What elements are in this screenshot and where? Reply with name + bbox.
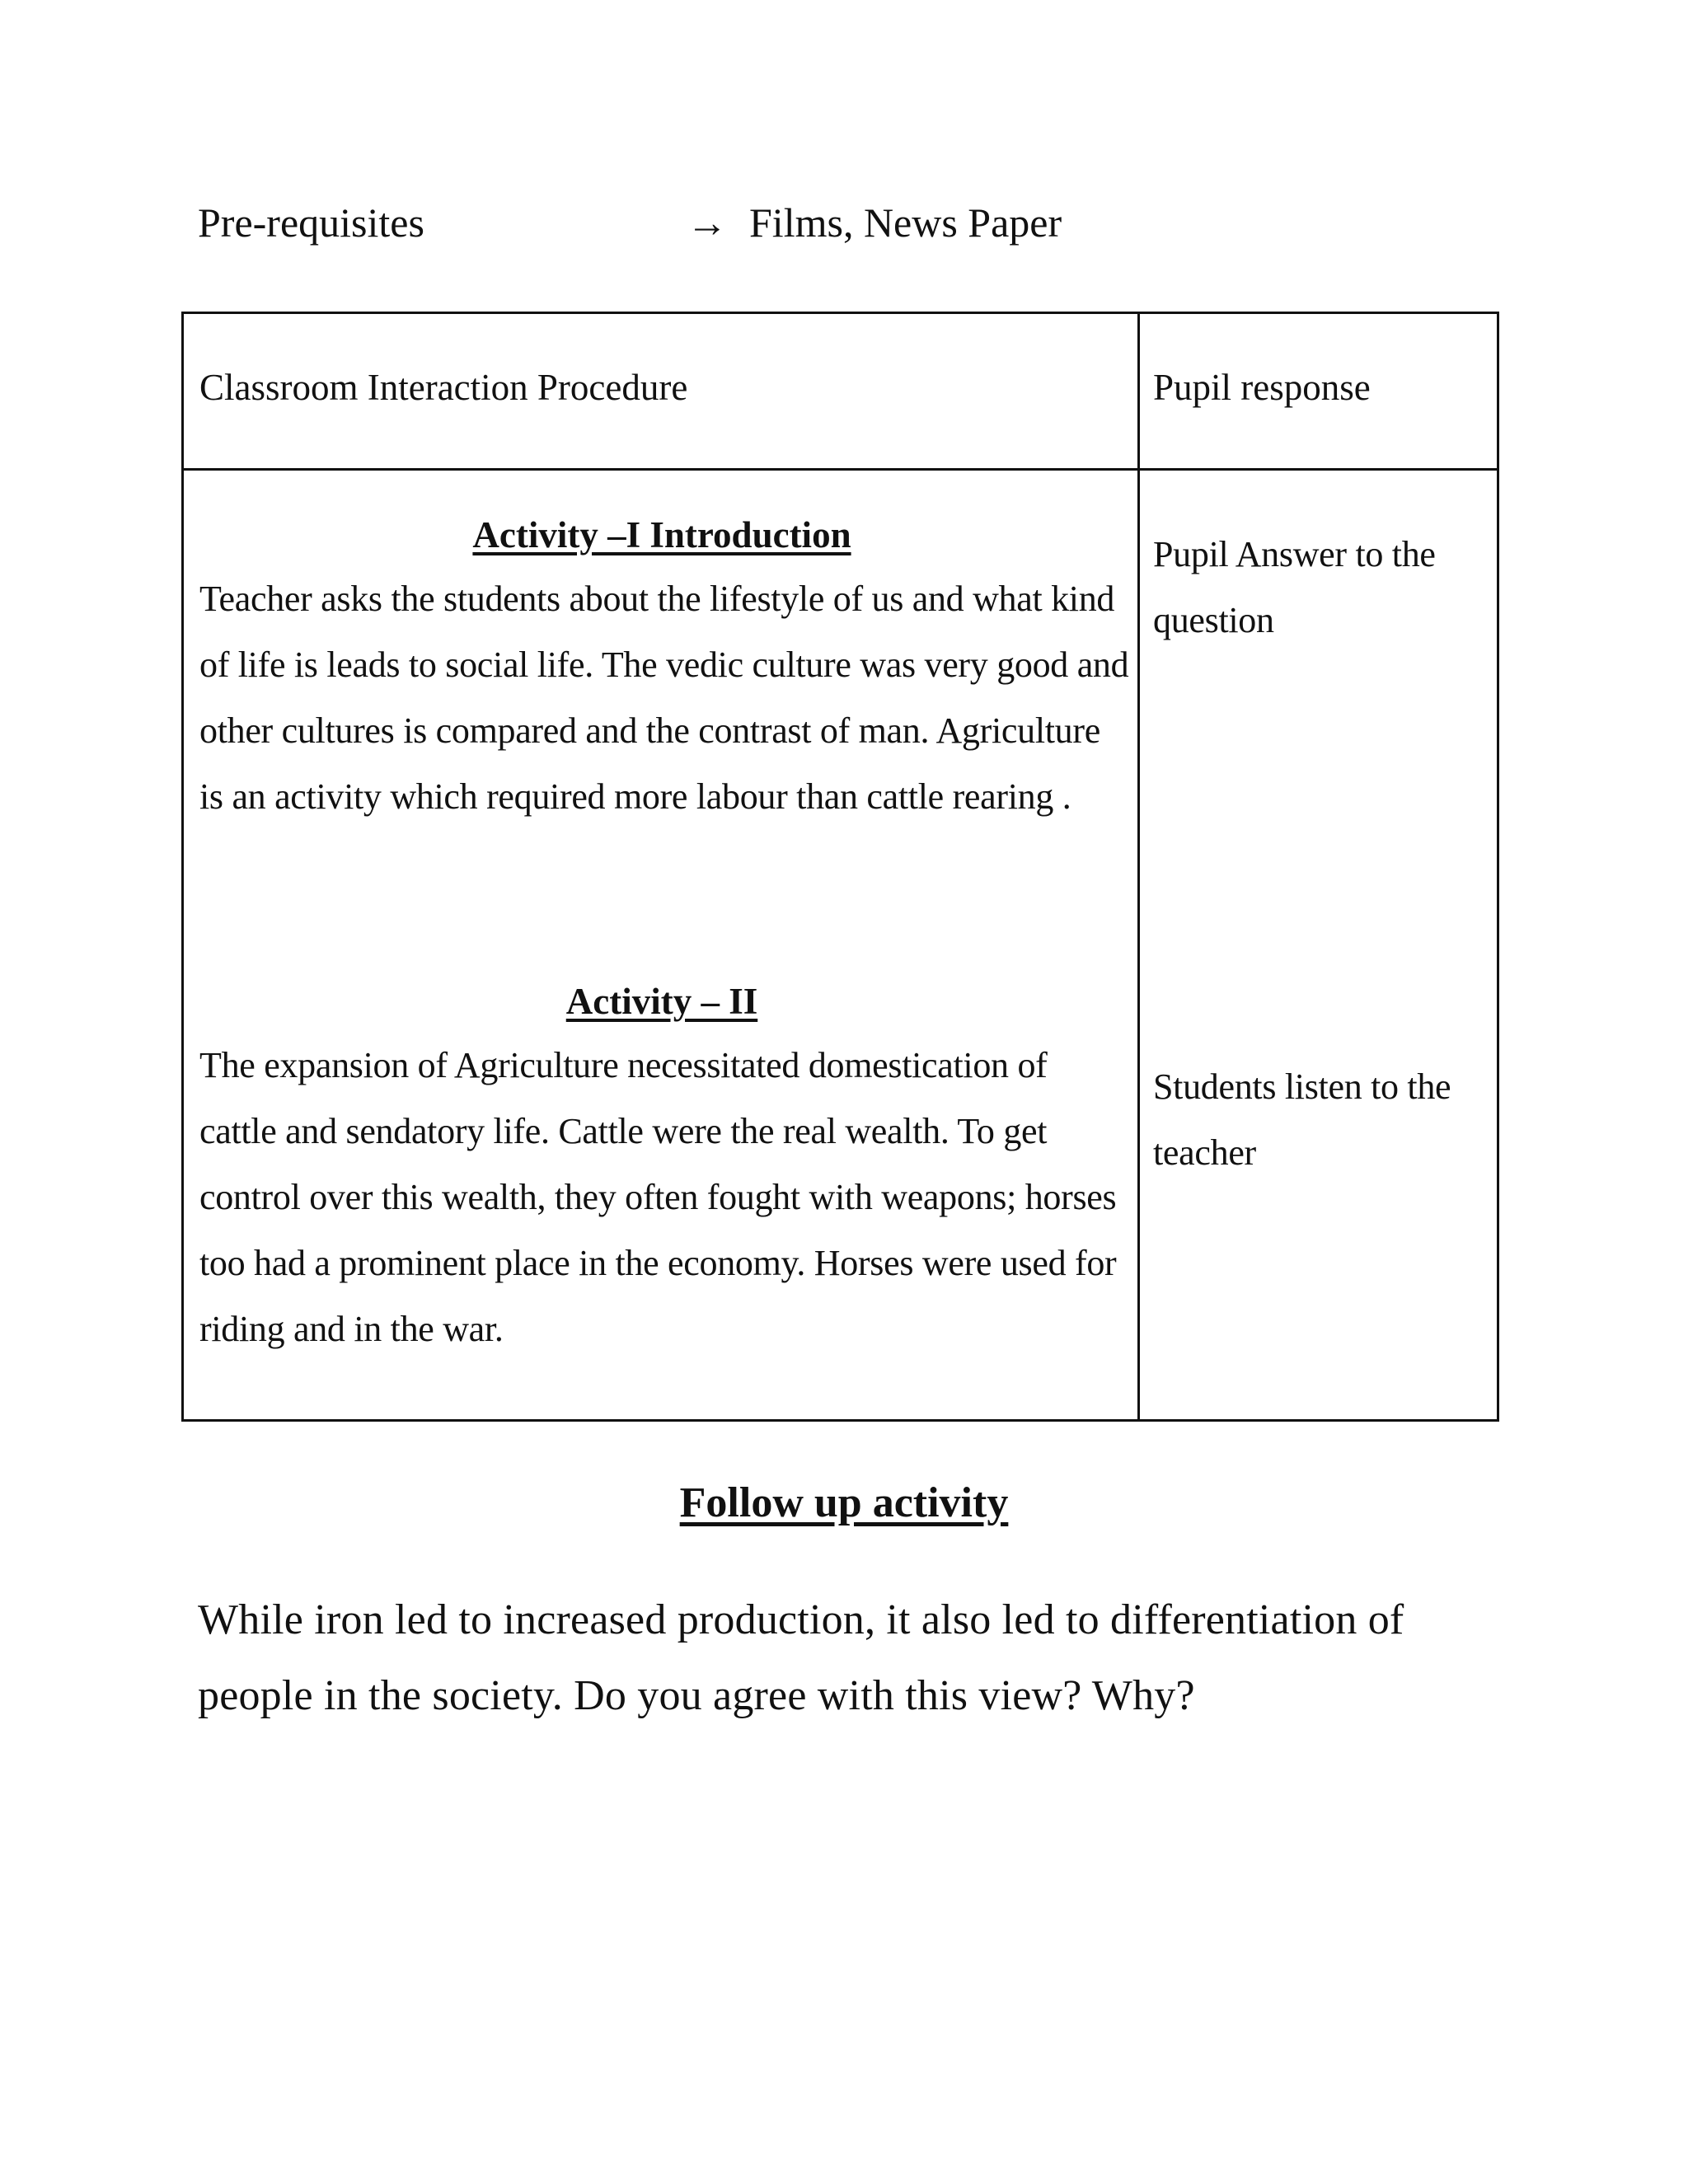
prerequisites-label: Pre-requisites xyxy=(198,199,424,246)
table-header-divider xyxy=(184,468,1497,471)
right-arrow-icon: → xyxy=(687,199,728,246)
activity-2-body: The expansion of Agriculture necessitated domestication of cattle and sendatory life. Cattle were the real wealth. To get control over this wealth, they often fought with weapons; horses too had a prominent place in the economy. Horses were used for riding and in the war. xyxy=(199,1045,1117,1349)
follow-up-heading: Follow up activity xyxy=(679,1479,1009,1526)
prerequisites-value xyxy=(687,196,1062,249)
header-pupil-response: Pupil response xyxy=(1153,367,1371,408)
activity-1-title: Activity –I Introduction xyxy=(472,514,851,555)
activity-1-body: Teacher asks the students about the lifestyle of us and what kind of life is leads to social life. The vedic culture was very good and other cultures is compared and the contrast of man. Agriculture is an activity which required more labour than cattle rearing . xyxy=(199,579,1129,817)
prerequisites-items: Films, News Paper xyxy=(749,199,1062,246)
activity-2-response: Students listen to the teacher xyxy=(1153,1066,1451,1173)
table-column-divider xyxy=(1137,314,1140,1419)
activity-1-response: Pupil Answer to the question xyxy=(1153,534,1436,640)
header-procedure: Classroom Interaction Procedure xyxy=(199,367,688,408)
activity-2-title: Activity – II xyxy=(565,981,758,1022)
follow-up-question: While iron led to increased production, it also led to differentiation of people in the society. Do you agree with this view? Why? xyxy=(198,1596,1404,1719)
classroom-procedure-table xyxy=(181,312,1499,1422)
